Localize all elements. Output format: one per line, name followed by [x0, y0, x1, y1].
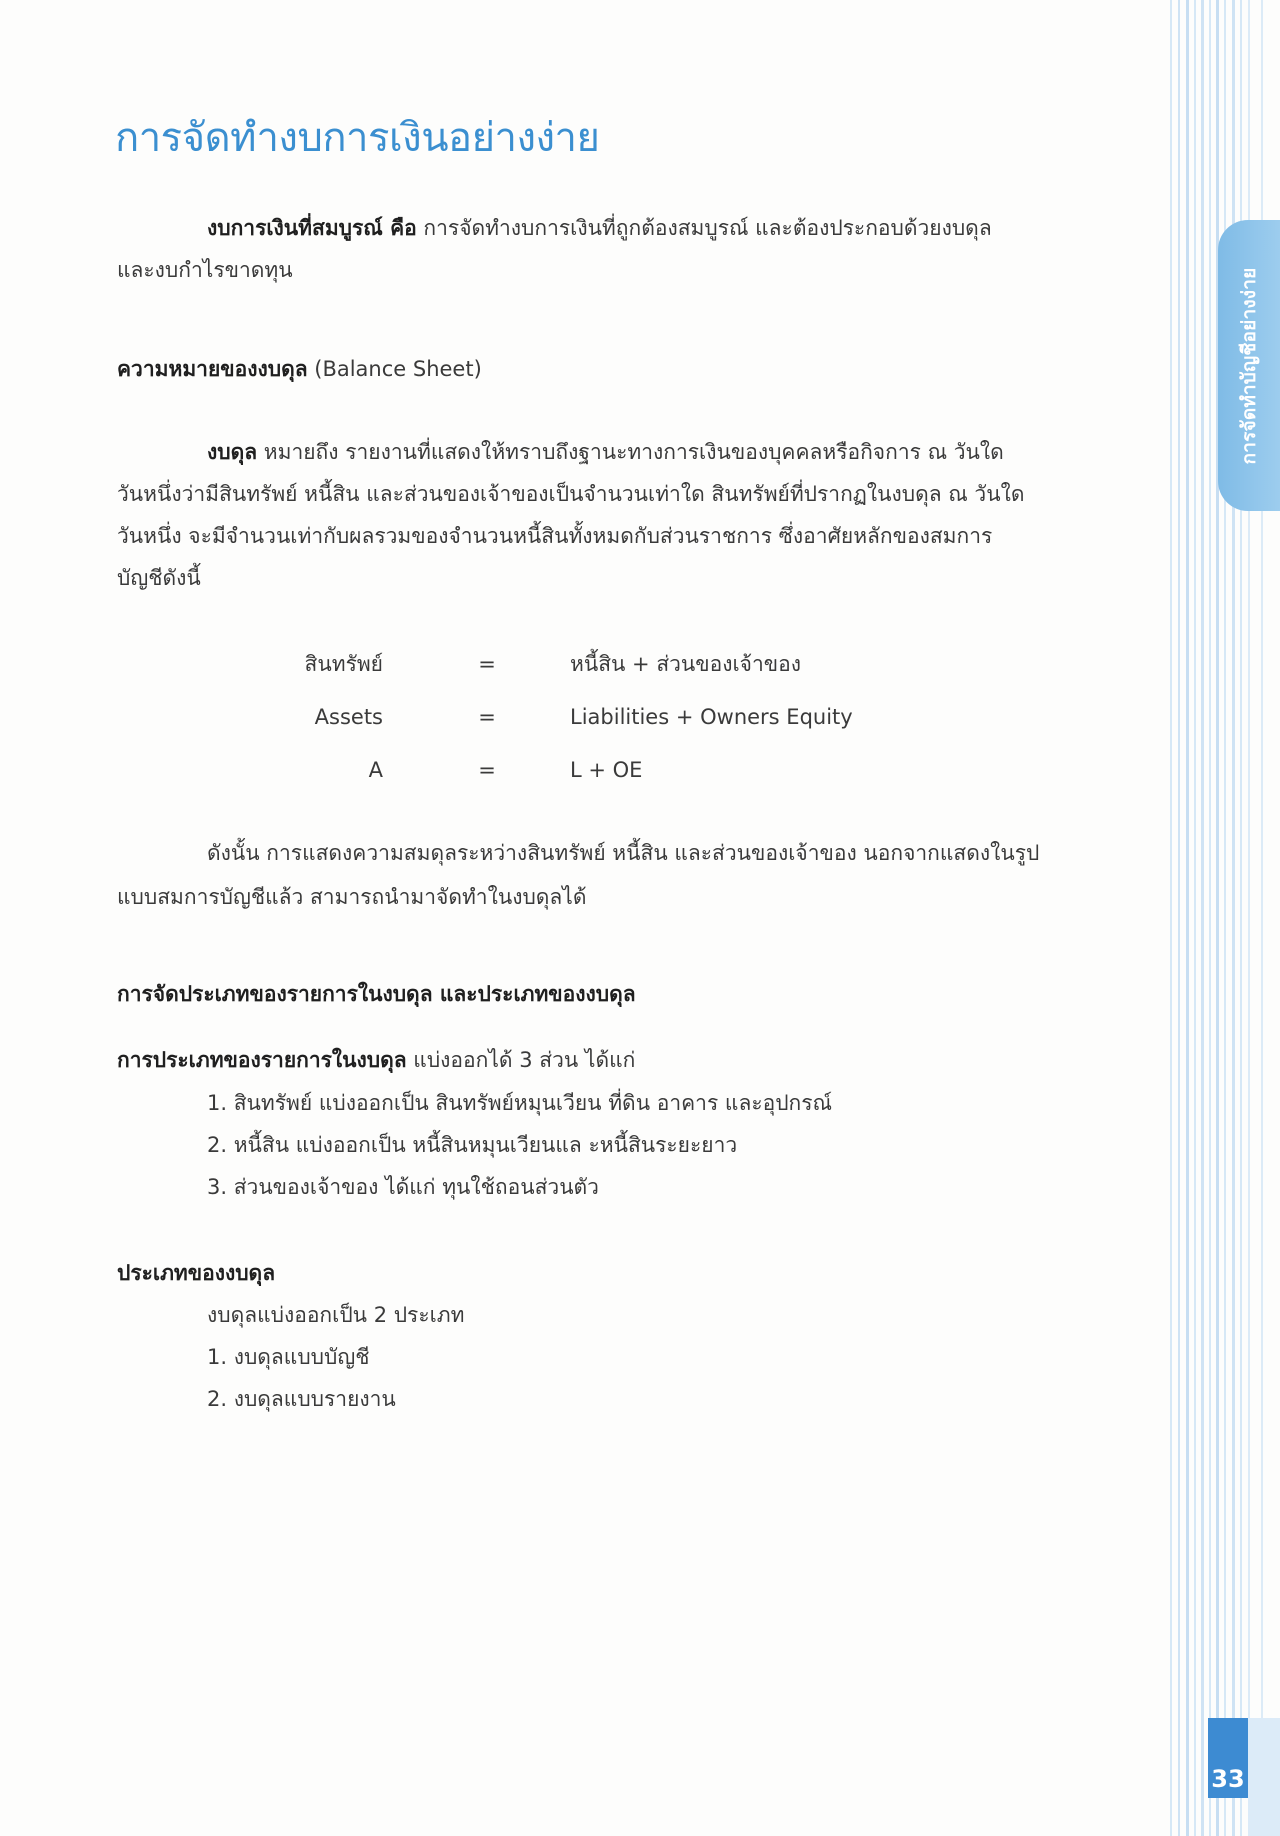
- list-item: 2. งบดุลแบบรายงาน: [207, 1387, 396, 1411]
- chapter-side-tab: [1218, 220, 1280, 511]
- page-number-side-band: [1248, 1718, 1280, 1836]
- equals-sign: =: [478, 705, 496, 729]
- conclusion-paragraph: [117, 831, 1039, 919]
- items-intro-bold: การประเภทของรายการในงบดุล: [117, 1048, 407, 1072]
- page-number: 33: [1211, 1765, 1245, 1793]
- types-list: [117, 1294, 464, 1420]
- items-intro: [117, 1039, 635, 1081]
- equation-right: L + OE: [570, 758, 643, 782]
- equals-sign: =: [478, 652, 496, 676]
- page-number-box: [1208, 1718, 1248, 1798]
- types-heading-text: ประเภทของงบดุล: [117, 1261, 276, 1285]
- list-item: 1. งบดุลแบบบัญชี: [207, 1345, 370, 1369]
- definition-text-line: วันหนึ่งว่ามีสินทรัพย์ หนี้สิน และส่วนของเจ้าของเป็นจำนวนเท่าใด สินทรัพย์ที่ปรากฏในงบดุล ณ วันใด: [117, 482, 1025, 506]
- conclusion-text-line: ดังนั้น การแสดงความสมดุลระหว่างสินทรัพย์ หนี้สิน และส่วนของเจ้าของ นอกจากแสดงในรูป: [207, 841, 1040, 865]
- classification-heading: [117, 973, 636, 1015]
- equation-row: [200, 691, 853, 744]
- stripe-line: [1194, 0, 1196, 1836]
- items-intro-text: แบ่งออกได้ 3 ส่วน ได้แก่: [406, 1048, 636, 1072]
- conclusion-text-line: แบบสมการบัญชีแล้ว สามารถนำมาจัดทำในงบดุลได้: [117, 885, 587, 909]
- stripe-line: [1170, 0, 1172, 1836]
- equation-left: A: [368, 758, 383, 782]
- equals-sign: =: [478, 758, 496, 782]
- stripe-line: [1186, 0, 1189, 1836]
- page-title: การจัดทำงบการเงินอย่างง่าย: [115, 115, 600, 161]
- chapter-side-tab-label: การจัดทำบัญชีอย่างง่าย: [1238, 267, 1260, 464]
- items-list: [117, 1082, 832, 1208]
- balance-sheet-heading-bold: ความหมายของงบดุล: [117, 357, 308, 381]
- equation-left: Assets: [314, 705, 383, 729]
- definition-text: หมายถึง รายงานที่แสดงให้ทราบถึงฐานะทางการเงินของบุคคลหรือกิจการ ณ วันใด: [257, 440, 1004, 464]
- list-item: 2. หนี้สิน แบ่งออกเป็น หนี้สินหมุนเวียนแล ะหนี้สินระยะยาว: [207, 1133, 738, 1157]
- stripe-line: [1209, 0, 1211, 1836]
- balance-sheet-heading-english: (Balance Sheet): [307, 357, 482, 381]
- balance-sheet-heading: [117, 348, 482, 390]
- equation-row: [200, 638, 853, 691]
- definition-text-line: บัญชีดังนี้: [117, 566, 201, 590]
- equation-row: [200, 744, 853, 797]
- types-heading: [117, 1252, 275, 1294]
- stripe-line: [1178, 0, 1180, 1836]
- equation-right: Liabilities + Owners Equity: [570, 705, 853, 729]
- classification-heading-text: การจัดประเภทของรายการในงบดุล และประเภทของงบดุล: [117, 982, 636, 1006]
- equation-left: สินทรัพย์: [304, 652, 383, 676]
- list-item: 3. ส่วนของเจ้าของ ได้แก่ ทุนใช้ถอนส่วนตัว: [207, 1175, 599, 1199]
- equation-right: หนี้สิน + ส่วนของเจ้าของ: [570, 652, 801, 676]
- intro-bold-term: งบการเงินที่สมบูรณ์ คือ: [207, 216, 417, 240]
- list-item: 1. สินทรัพย์ แบ่งออกเป็น สินทรัพย์หมุนเวียน ที่ดิน อาคาร และอุปกรณ์: [207, 1091, 833, 1115]
- accounting-equation: [200, 638, 853, 797]
- intro-text: การจัดทำงบการเงินที่ถูกต้องสมบูรณ์ และต้องประกอบด้วยงบดุล: [416, 216, 992, 240]
- definition-paragraph: [117, 431, 1024, 599]
- intro-text-line: และงบกำไรขาดทุน: [117, 258, 293, 282]
- types-intro: งบดุลแบ่งออกเป็น 2 ประเภท: [207, 1303, 465, 1327]
- stripe-line: [1201, 0, 1204, 1836]
- definition-text-line: วันหนึ่ง จะมีจำนวนเท่ากับผลรวมของจำนวนหนี้สินทั้งหมดกับส่วนราชการ ซึ่งอาศัยหลักของสมการ: [117, 524, 993, 548]
- definition-bold-term: งบดุล: [207, 440, 258, 464]
- intro-paragraph: [117, 207, 992, 291]
